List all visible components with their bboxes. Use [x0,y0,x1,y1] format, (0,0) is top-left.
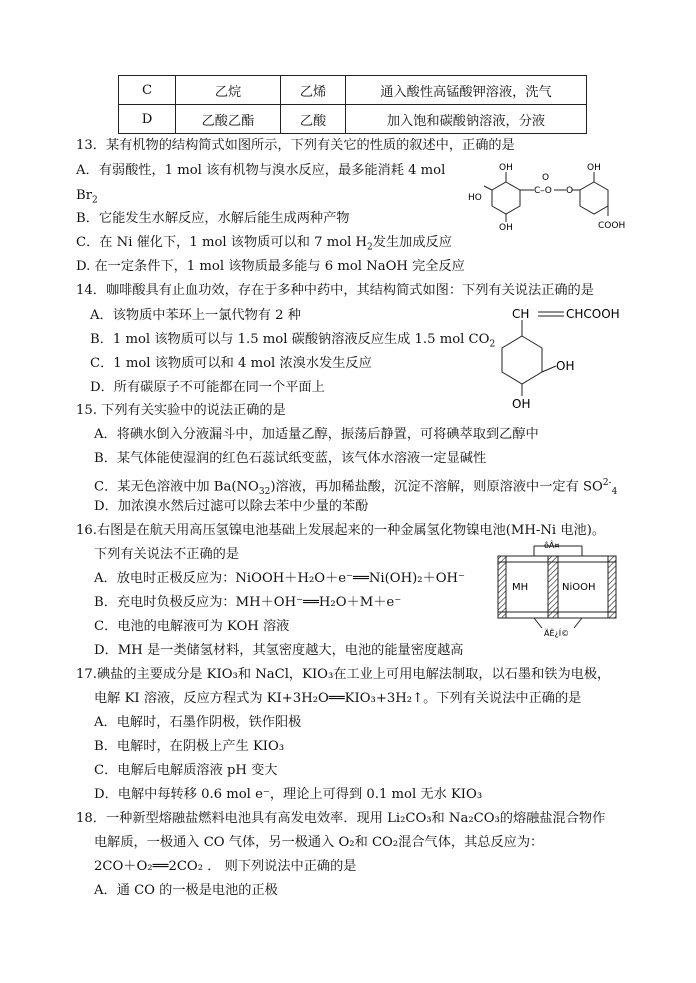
q18-equation: 2CO＋O₂══2CO₂ ． 则下列说法中正确的是 [94,859,357,874]
cell-impurity: 乙酸 [281,105,346,134]
options-table [118,75,587,134]
q16-option-c: C．电池的电解液可为 KOH 溶液 [94,619,290,634]
cell-substance: 乙烷 [176,76,281,105]
table-row [119,105,587,134]
mh-label: MH [512,582,529,593]
row-label: C [119,76,176,105]
table-row [119,76,587,105]
oh-label: OH [499,163,513,173]
ho-label: HO [468,193,482,203]
q15-option-d: D．加浓溴水然后过滤可以除去苯中少量的苯酚 [94,499,369,514]
q14-option-b: B．1 mol 该物质可以与 1.5 mol 碳酸钠溶液反应生成 1.5 mol $CO_2$ [90,332,496,350]
cooh-label: COOH [598,221,626,231]
q17-stem: 17.碘盐的主要成分是 KIO₃和 NaCl，KIO₃在工业上可用电解法制取，以石墨和铁为电极， [76,667,611,682]
row-label: D [119,105,176,134]
q13-option-c: C．在 Ni 催化下，1 mol 该物质可以和 7 mol $H_2$发生加成反应 [76,235,452,253]
q16-option-b: B．充电时负极反应为：MH＋OH⁻══H₂O＋M＋e⁻ [94,595,402,610]
q16-option-a: A．放电时正极反应为：NiOOH＋H₂O＋e⁻══Ni(OH)₂＋OH⁻ [94,571,466,586]
battery-bottom-label: ÄË¿Í© [544,629,570,638]
ether-o-label: O [566,186,574,196]
q17-option-b: B．电解时，在阴极上产生 KIO₃ [94,739,285,754]
q14-option-d: D．所有碳原子不可能都在同一个平面上 [90,380,325,395]
q13-option-b: B．它能发生水解反应，水解后能生成两种产物 [76,211,350,226]
q14-stem: 14．咖啡酸具有止血功效，存在于多种中药中，其结构简式如图：下列有关说法正确的是 [76,283,594,298]
niooh-label: NiOOH [562,582,596,593]
q17-option-c: C．电解后电解质溶液 pH 变大 [94,763,278,778]
cell-substance: 乙酸乙酯 [176,105,281,134]
q13-option-d: D. 在一定条件下，1 mol 该物质最多能与 6 mol NaOH 完全反应 [76,259,465,274]
oh-label: OH [556,359,575,373]
q13-option-a-cont: $Br_2$ [76,188,98,206]
q14-structure-figure [498,300,628,412]
cell-method: 通入酸性高锰酸钾溶液，洗气 [346,76,587,105]
battery-top-label: ôÂ¤ [544,541,560,550]
q16-stem: 16.右图是在航天用高压氢镍电池基础上发展起来的一种金属氢化物镍电池(MH-Ni 电池)。 [76,523,606,538]
oh-label: OH [512,397,531,411]
q13-option-a: A．有弱酸性，1 mol 该有机物与溴水反应，最多能消耗 4 mol [76,163,446,178]
q18-stem: 18．一种新型熔融盐燃料电池具有高发电效率．现用 Li₂CO₃和 Na₂CO₃的熔融盐混合物作 [76,811,606,826]
q18-stem-cont: 电解质，一极通入 CO 气体，另一极通入 O₂和 CO₂混合气体，其总反应为： [94,835,544,850]
ester-label: C–O [534,186,552,196]
cell-method: 加入饱和碳酸钠溶液，分液 [346,105,587,134]
q16-option-d: D．MH 是一类储氢材料，其氢密度越大，电池的能量密度越高 [94,643,464,658]
battery-figure [494,540,620,640]
q18-option-a: A．通 CO 的一极是电池的正极 [94,883,278,898]
q14-option-a: A．该物质中苯环上一氯代物有 2 种 [90,308,301,323]
q16-stem-cont: 下列有关说法不正确的是 [94,547,240,562]
q15-option-a: A．将碘水倒入分液漏斗中，加适量乙醇，振荡后静置，可将碘萃取到乙醇中 [94,427,539,442]
cell-impurity: 乙烯 [281,76,346,105]
q13-structure-figure [466,160,638,232]
q14-option-c: C．1 mol 该物质可以和 4 mol 浓溴水发生反应 [90,356,372,371]
oh-label: OH [499,223,513,232]
ch-label: CH [512,307,530,321]
q13-stem: 13．某有机物的结构简式如图所示，下列有关它的性质的叙述中，正确的是 [76,138,515,153]
q17-option-d: D．电解中每转移 0.6 mol e⁻，理论上可得到 0.1 mol 无水 KIO₃ [94,787,483,802]
q17-option-a: A．电解时，石墨作阴极，铁作阳极 [94,715,302,730]
q15-option-c: C．某无色溶液中加 $Ba(NO_{32})$溶液，再加稀盐酸，沉淀不溶解，则原溶液中一定有 $SO^{2-}_4$ [94,478,618,498]
q15-stem: 15. 下列有关实验中的说法正确的是 [76,403,286,418]
q17-stem-cont: 电解 KI 溶液，反应方程式为 KI+3H₂O══KIO₃+3H₂↑。下列有关说法中正确的是 [94,691,582,706]
chcooh-label: CHCOOH [566,307,620,321]
oh-label: OH [587,163,601,173]
carbonyl-o-label: O [542,173,550,183]
q15-option-b: B．某气体能使湿润的红色石蕊试纸变蓝，该气体水溶液一定显碱性 [94,451,487,466]
